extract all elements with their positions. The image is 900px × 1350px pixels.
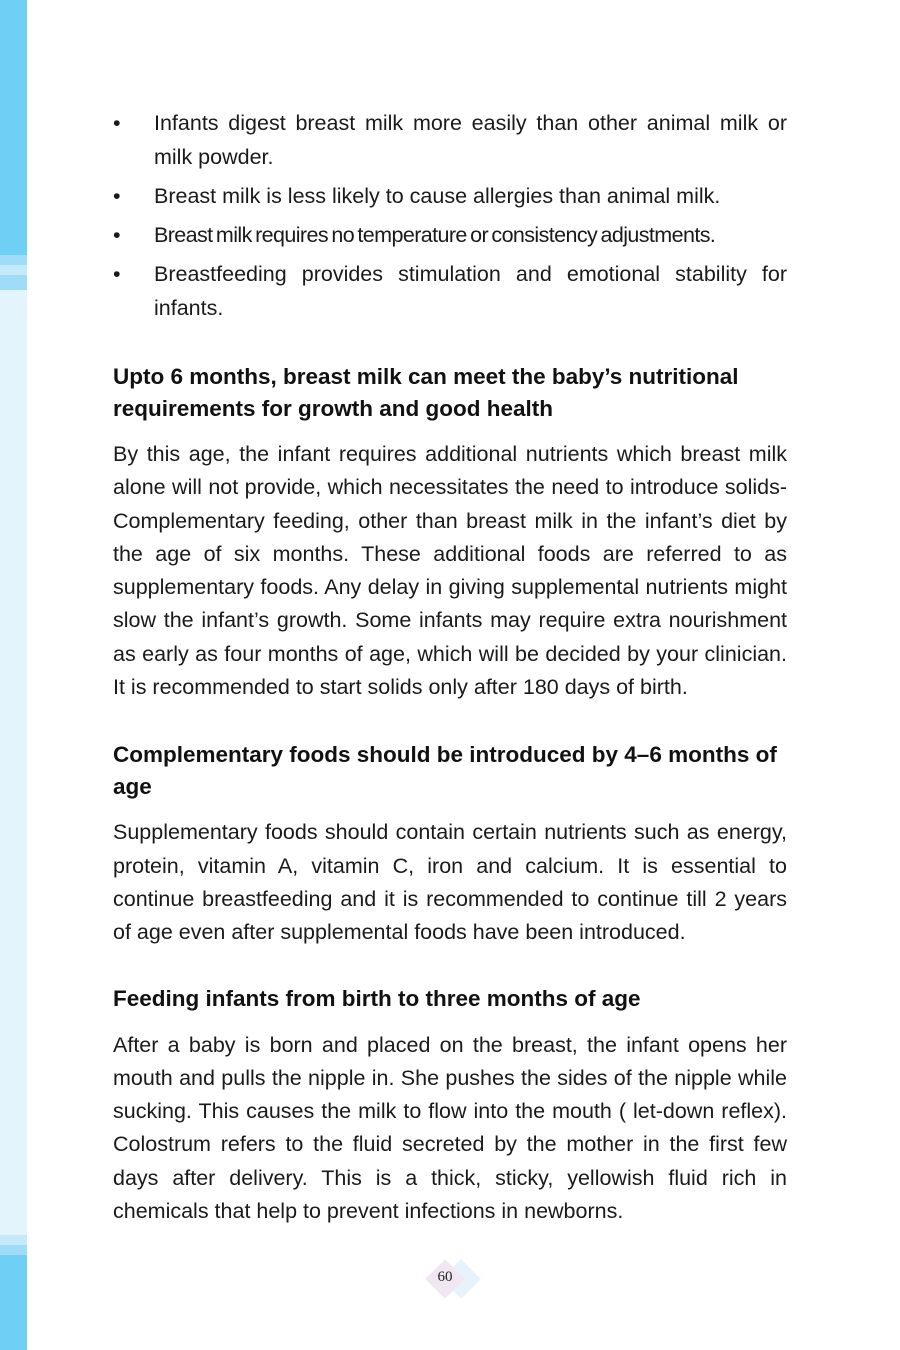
page-number: 60 — [437, 1269, 453, 1285]
section-heading: Upto 6 months, breast milk can meet the baby’s nutritional requirements for growth and good health — [113, 364, 739, 421]
side-band-stripe — [0, 265, 27, 275]
bullet-icon: • — [113, 184, 121, 208]
side-band-bottom — [0, 1255, 27, 1350]
list-item-text: Breast milk requires no temperature or consistency adjustments. — [154, 223, 716, 247]
side-band-stripe — [0, 275, 27, 290]
bullet-icon: • — [113, 223, 121, 247]
bullet-icon: • — [113, 111, 121, 135]
page-number-badge — [425, 1258, 481, 1300]
section-paragraph: Supplementary foods should contain certain nutrients such as energy, protein, vitamin A, vitamin C, iron and calcium. It is essential to continue breastfeeding and it is recommended to continue till 2 years of age even after supplemental foods have been introduced. — [113, 820, 787, 945]
list-item — [113, 218, 787, 252]
list-item — [113, 106, 787, 174]
list-item-text: Breast milk is less likely to cause allergies than animal milk. — [154, 184, 721, 208]
list-item-text: Breastfeeding provides stimulation and emotional stability for infants. — [154, 262, 787, 320]
section-heading: Complementary foods should be introduced by 4–6 months of age — [113, 742, 777, 800]
side-band-stripe — [0, 255, 27, 265]
side-band-top — [0, 0, 27, 255]
page-content — [113, 106, 787, 1228]
side-band-stripe — [0, 1235, 27, 1245]
list-item-text: Infants digest breast milk more easily than other animal milk or milk powder. — [154, 111, 787, 169]
side-band-stripe — [0, 1245, 27, 1255]
section-paragraph: By this age, the infant requires additional nutrients which breast milk alone will not provide, which necessitates the need to introduce solids- Complementary feeding, other than breast milk in the infant’s diet by the age of six months. These additional foods are referred to as supplementary foods. Any delay in giving supplemental nutrients might slow the infant’s growth. Some infants may require extra nourishment as early as four months of age, which will be decided by your clinician. It is recommended to start solids only after 180 days of birth. — [113, 442, 787, 700]
section-paragraph: After a baby is born and placed on the breast, the infant opens her mouth and pulls the nipple in. She pushes the sides of the nipple while sucking. This causes the milk to flow into the mouth ( let-down reflex). Colostrum refers to the fluid secreted by the mother in the first few days after delivery. This is a thick, sticky, yellowish fluid rich in chemicals that help to prevent infections in newborns. — [113, 1032, 787, 1224]
benefits-list — [113, 106, 787, 325]
list-item — [113, 257, 787, 325]
section-heading: Feeding infants from birth to three months of age — [113, 985, 641, 1011]
bullet-icon: • — [113, 262, 121, 286]
list-item — [113, 179, 787, 213]
